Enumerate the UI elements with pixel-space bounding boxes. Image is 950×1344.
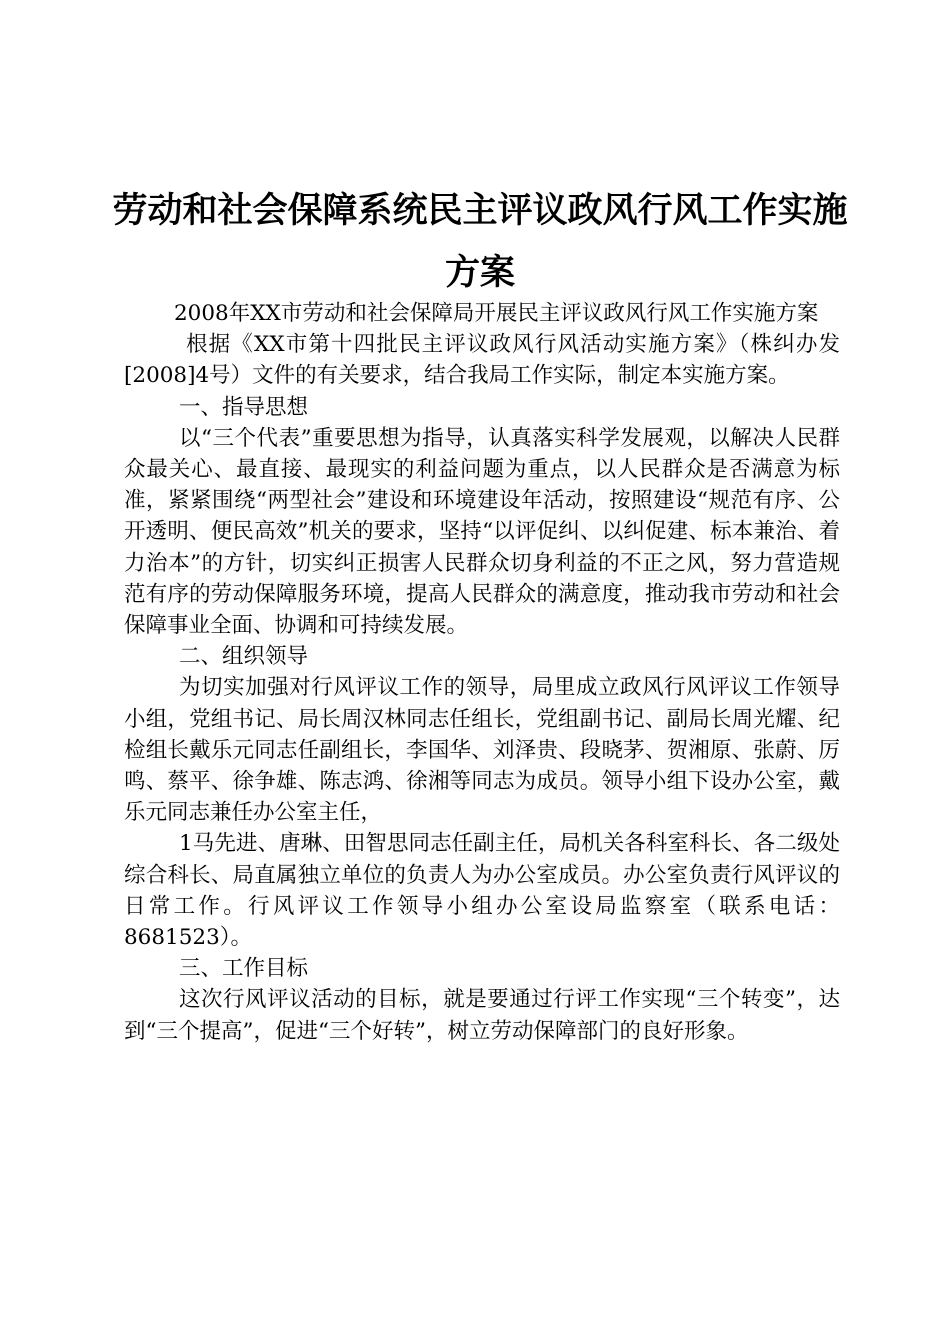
paragraph-guiding-ideology: 以“三个代表”重要思想为指导，认真落实科学发展观，以解决人民群众最关心、最直接、最现实的利益问题为重点，以人民群众是否满意为标准，紧紧围绕“两型社会”建设和环境建设年活动，按照建设“规范有序、公开透明、便民高效”机关的要求，坚持“以评促纠、以纠促建、标本兼治、着力治本”的方针，切实纠正损害人民群众切身利益的不正之风，努力营造规范有序的劳动保障服务环境，提高人民群众的满意度，推动我市劳动和社会保障事业全面、协调和可持续发展。	[124, 425, 840, 639]
paragraph-intro: 2008年XX市劳动和社会保障局开展民主评议政风行风工作实施方案	[174, 301, 819, 326]
paragraph-organization: 为切实加强对行风评议工作的领导，局里成立政风行风评议工作领导小组，党组书记、局长周汉林同志任组长，党组副书记、副局长周光耀、纪检组长戴乐元同志任副组长，李国华、刘泽贵、段晓茅、贺湘原、张蔚、厉鸣、蔡平、徐争雄、陈志鸿、徐湘等同志为成员。领导小组下设办公室，戴乐元同志兼任办公室主任，	[124, 675, 840, 826]
document-title: 劳动和社会保障系统民主评议政风行风工作实施方案	[112, 190, 848, 293]
section-heading-guiding-ideology: 一、指导思想	[179, 394, 309, 420]
paragraph-work-goals: 这次行风评议活动的目标，就是要通过行评工作实现“三个转变”，达到“三个提高”，促进“三个好转”，树立劳动保障部门的良好形象。	[124, 987, 840, 1044]
section-heading-organization: 二、组织领导	[179, 644, 309, 670]
document-body	[124, 298, 840, 1047]
paragraph-office-members: 1马先进、唐琳、田智思同志任副主任，局机关各科室科长、各二级处综合科长、局直属独立单位的负责人为办公室成员。办公室负责行风评议的日常工作。行风评议工作领导小组办公室设局监察室（联系电话：8681523）。	[124, 831, 840, 951]
paragraph-basis: 根据《XX市第十四批民主评议政风行风活动实施方案》（株纠办发[2008]4号）文件的有关要求，结合我局工作实际，制定本实施方案。	[124, 332, 840, 389]
section-heading-work-goals: 三、工作目标	[179, 956, 309, 982]
